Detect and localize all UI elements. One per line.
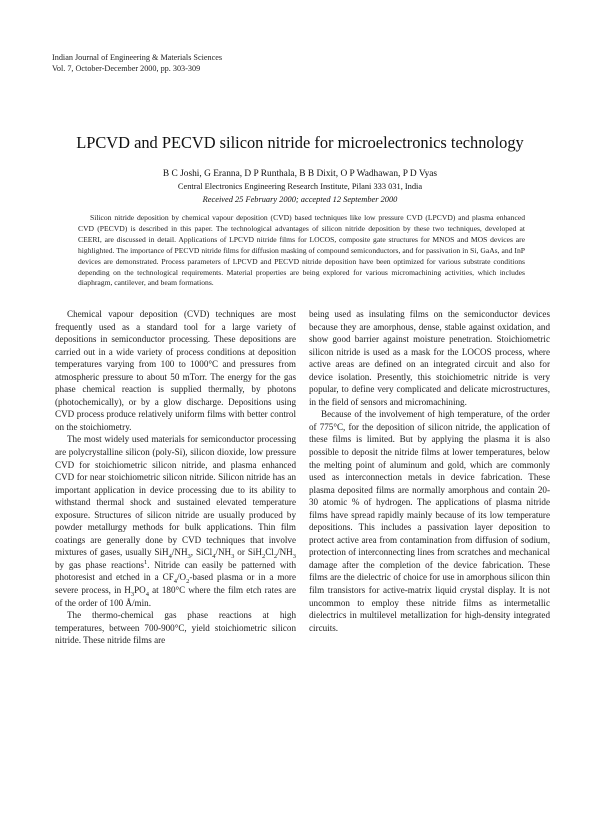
p2-text: The most widely used materials for semiconductor processing are polycrystalline silicon (poly-Si), silicon dioxide, low pressure CVD for stoichiometric silicon nitride, and plasma enhanced CVD for near stoichiometric silicon nitride. Silicon nitride has an important application in device processing due to its ability to withstand thermal shock and sustained elevated temperature exposure. Structures of silicon nitride are usually produced by powder metallurgy methods for bulk applications. Thin film coatings are generally done by CVD techniques that involve mixtures of gases, usually SiH: [55, 434, 296, 558]
right-column: [309, 308, 550, 634]
affiliation: Central Electronics Engineering Research Institute, Pilani 333 031, India: [177, 182, 423, 191]
body-paragraph-1: Chemical vapour deposition (CVD) techniques are most frequently used as a standard tool for a large variety of depositions in semiconductor processing. These depositions are carried out in a wide variety of process conditions at deposition temperatures varying from 100 to 1000°C and pressures from atmospheric pressure to about 50 mTorr. The energy for the gas phase chemical reaction is supplied thermally, by photons (photochemically), or by a glow discharge. Depositions using CVD process produce relatively uniform films with better control on the stoichiometry.: [55, 309, 296, 432]
body-paragraph-2: The most widely used materials for semiconductor processing are polycrystalline silicon (poly-Si), silicon dioxide, low pressure CVD for stoichiometric silicon nitride, and plasma enhanced CVD for near stoichiometric silicon nitride. Silicon nitride has an important application in device processing due to its ability to withstand thermal shock and sustained elevated temperature exposure. Structures of silicon nitride are usually produced by powder metallurgy methods for bulk applications. Thin film coatings are generally done by CVD techniques that involve mixtures of gases, usually $SiH_4/NH_3$, $SiCl_4/NH_3$ or $SiH_2Cl_2/NH_3$ by gas phase reactions$^1$. Nitride can easily be patterned with photoresist and etched in a $CF_4/O_2$-based plasma or in a more severe process, in $H_3PO_4$ at 180°C where the film etch rates are of the order of 100 Å/min.: [55, 434, 297, 608]
citation-1: 1: [143, 558, 148, 566]
received-dates: Received 25 February 2000; accepted 12 September 2000: [202, 195, 398, 204]
journal-header: [52, 52, 352, 74]
body-paragraph-5: Because of the involvement of high temperature, of the order of 775°C, for the deposition of silicon nitride, the application of these films is limited. But by applying the plasma it is also possible to deposit the nitride films at lower temperatures, below the melting point of aluminum and gold, which are commonly used as interconnection metals in device fabrication. These plasma deposited films are normally amorphous and contain 20-30 atomic % of hydrogen. The applications of plasma nitride films have spread rapidly mainly because of its low temperature depositions. This includes a passivation layer deposition to protect active area from contamination from diffusion of sodium, protection of interconnecting lines from scratches and mechanical damage after the completion of the device fabrication. These films are the dielectric of choice for use in amorphous silicon thin film transistors for active-matrix liquid crystal display. It is not uncommon to employ these nitride films as intermetallic dielectrics in multilevel metallization for high-density integrated circuits.: [309, 409, 550, 633]
body-paragraph-3: The thermo-chemical gas phase reactions at high temperatures, between 700-900°C, yield stoichiometric silicon nitride. These nitride films are: [55, 610, 296, 646]
abstract: Silicon nitride deposition by chemical vapour deposition (CVD) based techniques like low pressure CVD (LPCVD) and plasma enhanced CVD (PECVD) is described in this paper. The technological advantages of silicon nitride deposition by these two techniques, developed at CEERI, are discussed in detail. Applications of LPCVD nitride films for LOCOS, composite gate structures for MNOS and MOS devices are highlighted. The importance of PECVD nitride films for diffusion masking of compound semiconductors, and for passivation in Si, GaAs, and InP devices are demonstrated. Process parameters of LPCVD and PECVD nitride deposition have been optimized for various substrate conditions depending on the technological requirements. Material properties are being explored for various micromachining activities, which includes diaphragm, cantilever, and beam formations.: [78, 213, 525, 288]
body-paragraph-4: being used as insulating films on the semiconductor devices because they are amorphous, dense, stable against oxidation, and show good barrier against moisture penetration. Stoichiometric silicon nitride is used as a mask for the LOCOS process, where active areas are defined on an integrated circuit and also for device isolation. Presently, this stoichiometric nitride is very popular, to define very complicated and delicate microstructures, in the field of sensors and micromachining.: [309, 309, 550, 407]
left-column: [55, 308, 296, 647]
paper-title: LPCVD and PECVD silicon nitride for microelectronics technology: [76, 133, 524, 152]
journal-volume: Vol. 7, October-December 2000, pp. 303-309: [52, 64, 201, 73]
journal-name: Indian Journal of Engineering & Materials Sciences: [52, 53, 223, 62]
author-list: B C Joshi, G Eranna, D P Runthala, B B Dixit, O P Wadhawan, P D Vyas: [162, 169, 438, 179]
